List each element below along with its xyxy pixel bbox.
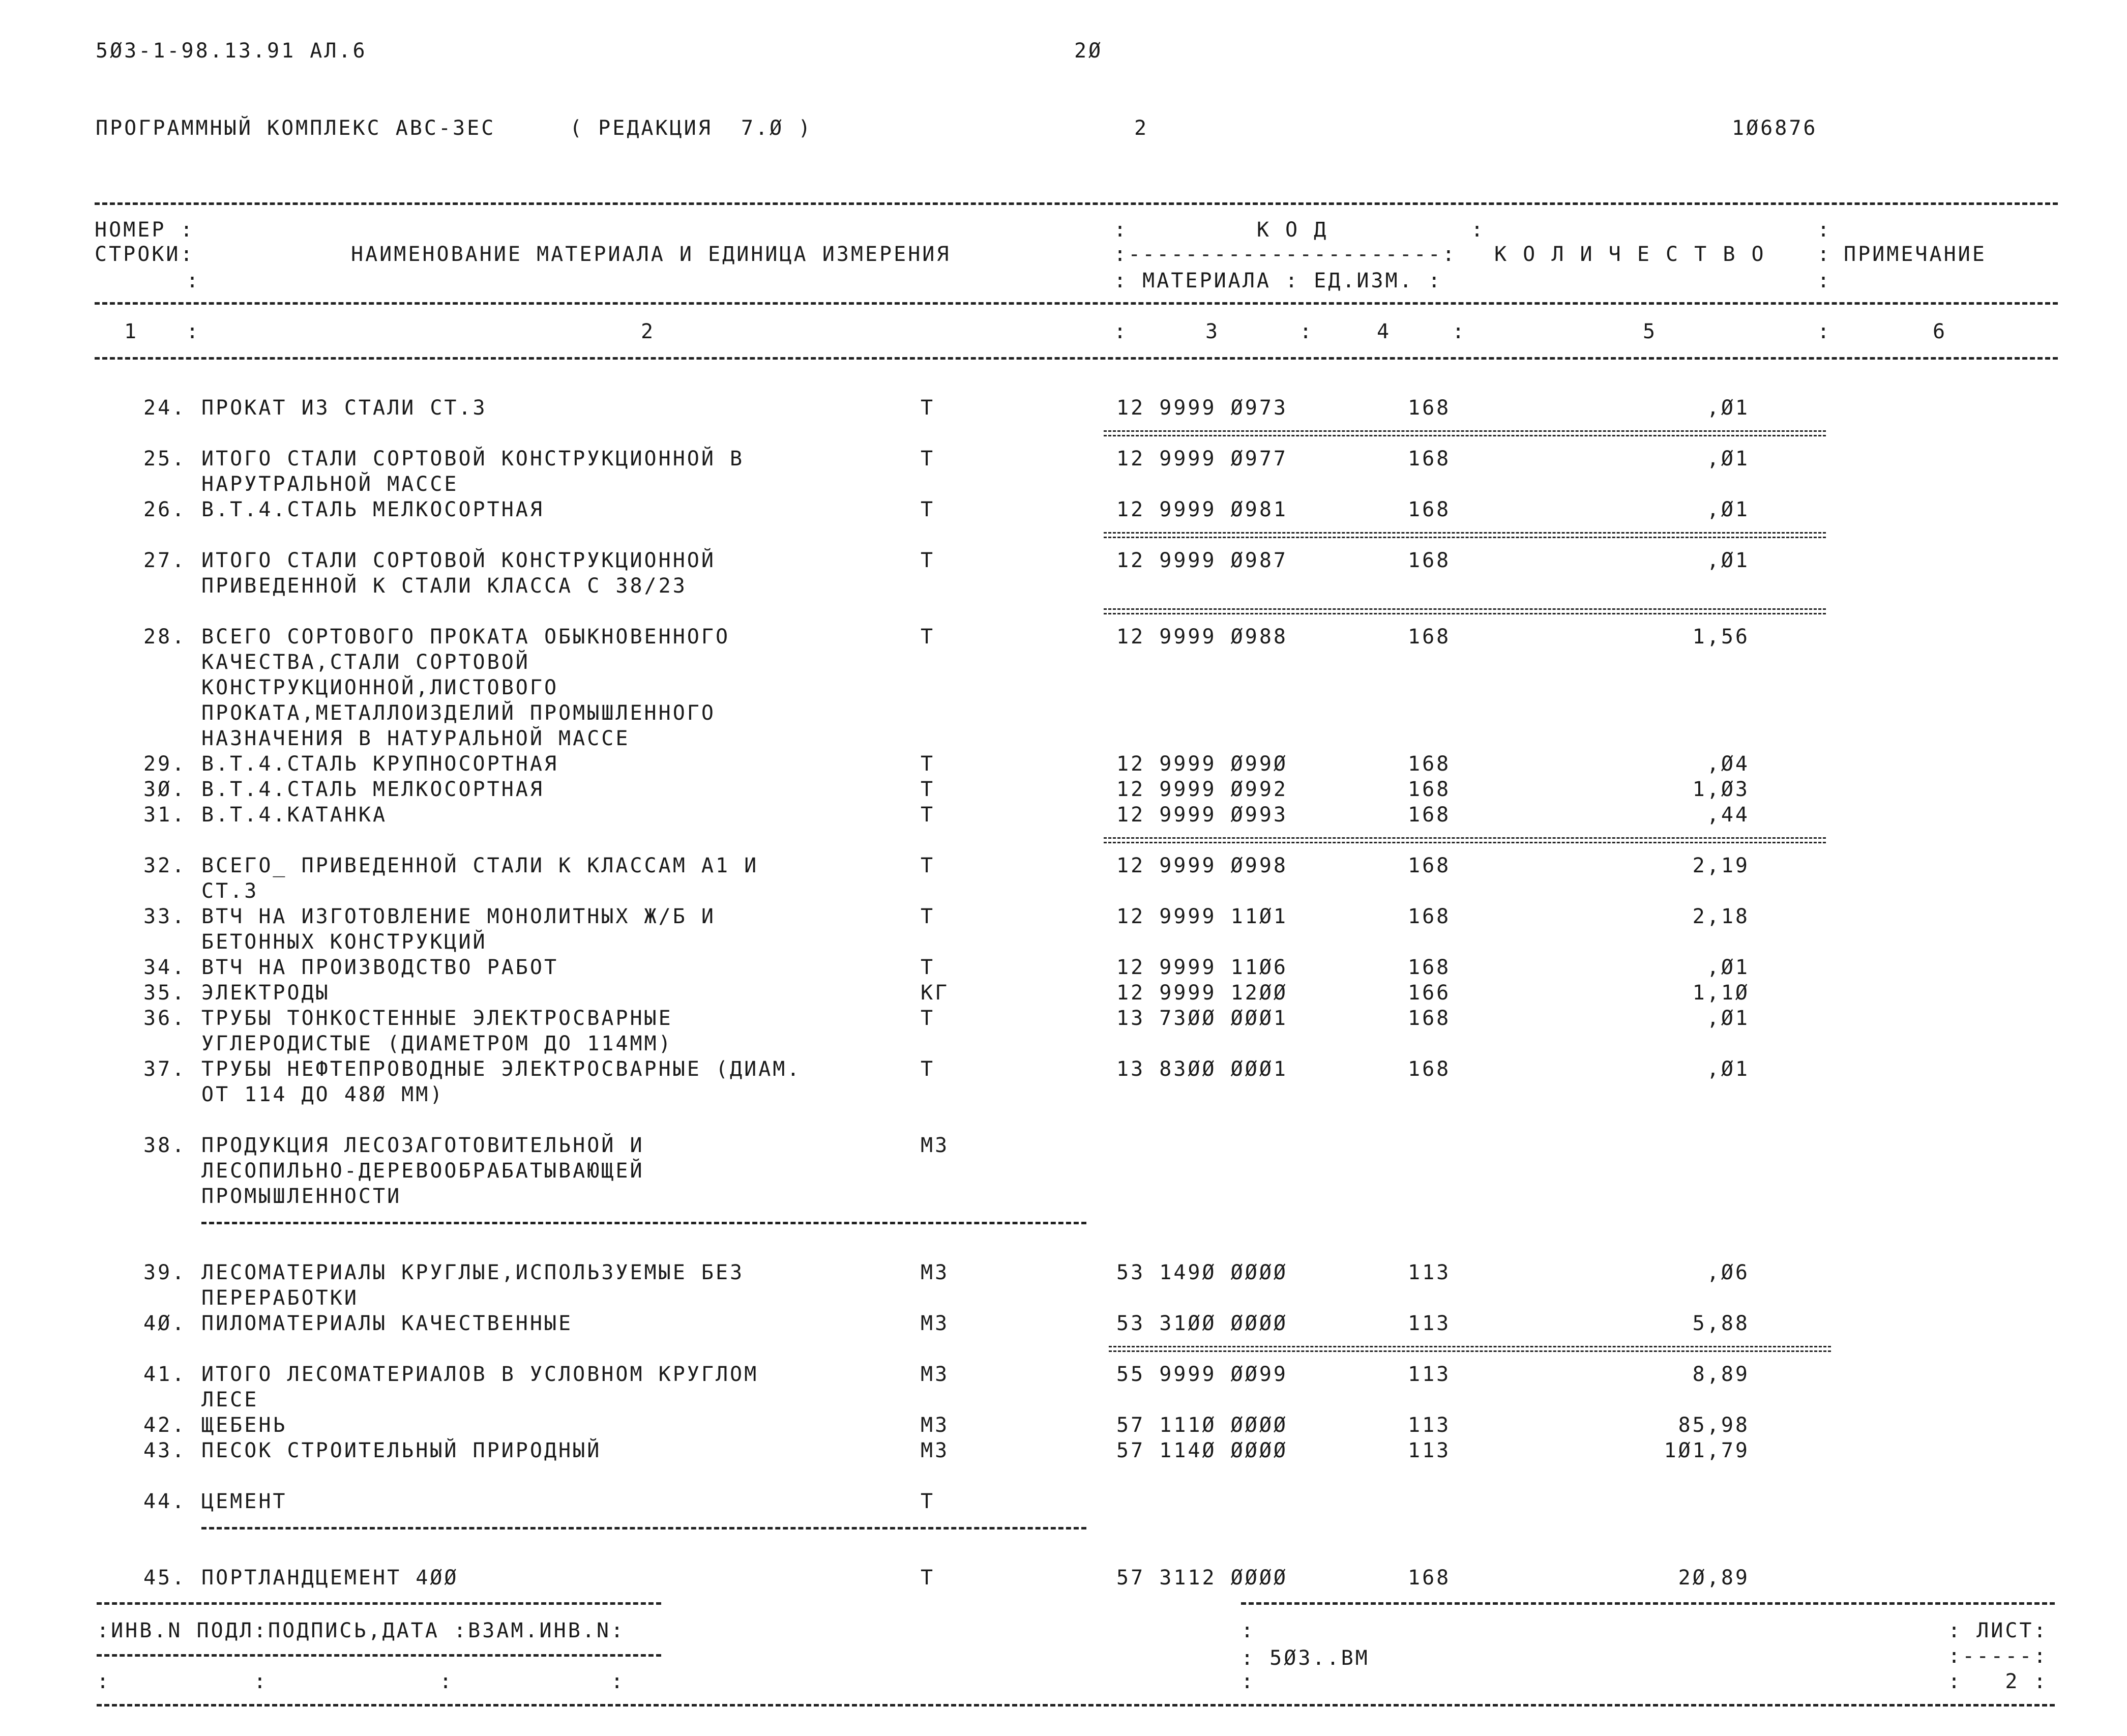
row-name: В.Т.4.СТАЛЬ КРУПНОСОРТНАЯ bbox=[201, 752, 559, 776]
colnum-4: 4 bbox=[1377, 320, 1392, 343]
row-number: 28. bbox=[143, 625, 187, 649]
row-code: 57 114Ø ØØØØ bbox=[1116, 1439, 1288, 1462]
row-qty: 1Ø1,79 bbox=[1664, 1439, 1750, 1462]
row-code: 12 9999 Ø977 bbox=[1116, 447, 1288, 470]
row-name: ЛЕСОМАТЕРИАЛЫ КРУГЛЫЕ,ИСПОЛЬЗУЕМЫЕ БЕЗ ПЕРЕРАБОТКИ bbox=[201, 1261, 745, 1310]
row-code: 53 31ØØ ØØØØ bbox=[1116, 1312, 1288, 1335]
row-number: 29. bbox=[143, 752, 187, 776]
row-ed: 168 bbox=[1408, 778, 1451, 801]
row-name: В.Т.4.СТАЛЬ МЕЛКОСОРТНАЯ bbox=[201, 498, 544, 521]
row-ed: 113 bbox=[1408, 1363, 1451, 1386]
row-unit: Т bbox=[921, 752, 935, 776]
row-code: 12 9999 11Ø6 bbox=[1116, 956, 1288, 979]
row-qty: 85,98 bbox=[1678, 1414, 1750, 1437]
row-number: 38. bbox=[143, 1134, 187, 1157]
row-qty: ,Ø1 bbox=[1706, 1057, 1750, 1081]
stamp-header: :ИНВ.N ПОДЛ:ПОДПИСЬ,ДАТА :ВЗАМ.ИНВ.N: bbox=[97, 1619, 626, 1642]
row-qty: 2,18 bbox=[1692, 905, 1750, 928]
row-name: ВТЧ НА ИЗГОТОВЛЕНИЕ МОНОЛИТНЫХ Ж/Б И БЕТОННЫХ КОНСТРУКЦИЙ bbox=[201, 905, 716, 954]
colnum-sep: : bbox=[186, 320, 201, 343]
rule bbox=[1241, 1602, 2055, 1605]
row-code: 57 111Ø ØØØØ bbox=[1116, 1414, 1288, 1437]
row-name: ВТЧ НА ПРОИЗВОДСТВО РАБОТ bbox=[201, 956, 559, 979]
row-name: ПОРТЛАНДЦЕМЕНТ 4ØØ bbox=[201, 1566, 459, 1590]
row-number: 24. bbox=[143, 396, 187, 420]
row-unit: Т bbox=[921, 625, 935, 649]
doc-mark-bot: : bbox=[1241, 1670, 1256, 1693]
row-ed: 168 bbox=[1408, 1007, 1451, 1030]
row-number: 35. bbox=[143, 981, 187, 1005]
row-number: 3Ø. bbox=[143, 778, 187, 801]
row-code: 57 3112 ØØØØ bbox=[1116, 1566, 1288, 1590]
rule bbox=[95, 357, 2058, 360]
row-number: 26. bbox=[143, 498, 187, 521]
row-number: 33. bbox=[143, 905, 187, 928]
hdr-col2: НАИМЕНОВАНИЕ МАТЕРИАЛА И ЕДИНИЦА ИЗМЕРЕНИЯ bbox=[351, 243, 951, 266]
row-qty: ,Ø1 bbox=[1706, 956, 1750, 979]
row-name: ТРУБЫ ТОНКОСТЕННЫЕ ЭЛЕКТРОСВАРНЫЕ УГЛЕРОДИСТЫЕ (ДИАМЕТРОМ ДО 114ММ) bbox=[201, 1007, 673, 1055]
row-name: ТРУБЫ НЕФТЕПРОВОДНЫЕ ЭЛЕКТРОСВАРНЫЕ (ДИАМ. ОТ 114 ДО 48Ø ММ) bbox=[201, 1057, 802, 1106]
colnum-5: 5 bbox=[1643, 320, 1658, 343]
hdr-code-line3: : МАТЕРИАЛА : ЕД.ИЗМ. : bbox=[1114, 269, 1442, 292]
program-title: ПРОГРАММНЫЙ КОМПЛЕКС АВС-3ЕС bbox=[96, 116, 496, 140]
double-rule bbox=[1104, 430, 1826, 436]
row-ed: 168 bbox=[1408, 956, 1451, 979]
row-number: 27. bbox=[143, 549, 187, 572]
colnum-sep: : bbox=[1452, 320, 1467, 343]
row-code: 53 149Ø ØØØØ bbox=[1116, 1261, 1288, 1284]
row-unit: Т bbox=[921, 778, 935, 801]
row-qty: 2,19 bbox=[1692, 854, 1750, 877]
row-unit: КГ bbox=[921, 981, 950, 1005]
row-number: 44. bbox=[143, 1490, 187, 1513]
row-name: ЩЕБЕНЬ bbox=[201, 1414, 287, 1437]
row-qty: 1,56 bbox=[1692, 625, 1750, 649]
row-unit: Т bbox=[921, 396, 935, 420]
row-ed: 168 bbox=[1408, 396, 1451, 420]
row-code: 12 9999 Ø981 bbox=[1116, 498, 1288, 521]
row-code: 12 9999 11Ø1 bbox=[1116, 905, 1288, 928]
rule bbox=[95, 202, 2058, 205]
row-qty: ,Ø4 bbox=[1706, 752, 1750, 776]
row-name: ИТОГО СТАЛИ СОРТОВОЙ КОНСТРУКЦИОННОЙ ПРИВЕДЕННОЙ К СТАЛИ КЛАССА С 38/23 bbox=[201, 549, 716, 598]
rule bbox=[95, 302, 2058, 305]
row-name: В.Т.4.СТАЛЬ МЕЛКОСОРТНАЯ bbox=[201, 778, 544, 801]
row-name: ПЕСОК СТРОИТЕЛЬНЫЙ ПРИРОДНЫЙ bbox=[201, 1439, 602, 1462]
row-unit: Т bbox=[921, 447, 935, 470]
row-ed: 168 bbox=[1408, 752, 1451, 776]
row-unit: Т bbox=[921, 498, 935, 521]
row-number: 25. bbox=[143, 447, 187, 470]
double-rule bbox=[1104, 608, 1826, 614]
hdr-note-sep1: : bbox=[1817, 218, 1832, 242]
row-qty: ,44 bbox=[1706, 803, 1750, 827]
row-code: 12 9999 Ø99Ø bbox=[1116, 752, 1288, 776]
rule bbox=[201, 1527, 1086, 1529]
row-code: 12 9999 12ØØ bbox=[1116, 981, 1288, 1005]
row-ed: 168 bbox=[1408, 803, 1451, 827]
row-ed: 166 bbox=[1408, 981, 1451, 1005]
row-qty: ,Ø1 bbox=[1706, 549, 1750, 572]
row-number: 36. bbox=[143, 1007, 187, 1030]
double-rule bbox=[1104, 532, 1826, 538]
colnum-sep: : bbox=[1299, 320, 1314, 343]
row-unit: М3 bbox=[921, 1261, 950, 1284]
doc-id: 1Ø6876 bbox=[1732, 116, 1818, 140]
row-number: 32. bbox=[143, 854, 187, 877]
row-code: 55 9999 ØØ99 bbox=[1116, 1363, 1288, 1386]
row-qty: 1,Ø3 bbox=[1692, 778, 1750, 801]
row-name: ИТОГО СТАЛИ СОРТОВОЙ КОНСТРУКЦИОННОЙ В НАРУТРАЛЬНОЙ МАССЕ bbox=[201, 447, 745, 496]
rule bbox=[97, 1602, 661, 1605]
row-number: 41. bbox=[143, 1363, 187, 1386]
row-qty: ,Ø1 bbox=[1706, 498, 1750, 521]
colnum-6: 6 bbox=[1933, 320, 1947, 343]
double-rule bbox=[1104, 837, 1826, 843]
stamp-empty: : : : : bbox=[97, 1670, 626, 1693]
sheet-sep: :-----: bbox=[1948, 1644, 2048, 1668]
hdr-code-line2: :----------------------: bbox=[1114, 243, 1457, 266]
row-ed: 168 bbox=[1408, 625, 1451, 649]
row-name: ЦЕМЕНТ bbox=[201, 1490, 287, 1513]
rule bbox=[97, 1654, 661, 1657]
page-number: 2Ø bbox=[1074, 39, 1103, 63]
row-unit: Т bbox=[921, 854, 935, 877]
rule bbox=[97, 1704, 2055, 1706]
row-code: 12 9999 Ø992 bbox=[1116, 778, 1288, 801]
doc-mark-top: : bbox=[1241, 1619, 1256, 1642]
row-number: 31. bbox=[143, 803, 187, 827]
hdr-col1-line1: НОМЕР : bbox=[95, 218, 195, 242]
colnum-3: 3 bbox=[1205, 320, 1220, 343]
colnum-1: 1 bbox=[124, 320, 139, 343]
row-ed: 168 bbox=[1408, 549, 1451, 572]
row-unit: М3 bbox=[921, 1414, 950, 1437]
row-ed: 113 bbox=[1408, 1414, 1451, 1437]
doc-mark: : 5Ø3..ВМ bbox=[1241, 1646, 1370, 1670]
hdr-note: ПРИМЕЧАНИЕ bbox=[1844, 243, 1987, 266]
row-code: 13 73ØØ ØØØ1 bbox=[1116, 1007, 1288, 1030]
hdr-col1-line3: : bbox=[186, 269, 201, 292]
row-name: ИТОГО ЛЕСОМАТЕРИАЛОВ В УСЛОВНОМ КРУГЛОМ ЛЕСЕ bbox=[201, 1363, 759, 1411]
row-number: 42. bbox=[143, 1414, 187, 1437]
row-code: 12 9999 Ø998 bbox=[1116, 854, 1288, 877]
sheet-label: : ЛИСТ: bbox=[1948, 1619, 2048, 1642]
row-qty: 2Ø,89 bbox=[1678, 1566, 1750, 1590]
row-qty: ,Ø1 bbox=[1706, 1007, 1750, 1030]
row-number: 34. bbox=[143, 956, 187, 979]
row-ed: 113 bbox=[1408, 1439, 1451, 1462]
row-qty: 5,88 bbox=[1692, 1312, 1750, 1335]
row-ed: 168 bbox=[1408, 905, 1451, 928]
row-ed: 168 bbox=[1408, 854, 1451, 877]
row-name: ПИЛОМАТЕРИАЛЫ КАЧЕСТВЕННЫЕ bbox=[201, 1312, 573, 1335]
hdr-col1-line2: СТРОКИ: bbox=[95, 243, 195, 266]
row-ed: 113 bbox=[1408, 1261, 1451, 1284]
colnum-sep: : bbox=[1114, 320, 1129, 343]
colnum-2: 2 bbox=[641, 320, 656, 343]
row-unit: Т bbox=[921, 1490, 935, 1513]
row-qty: 8,89 bbox=[1692, 1363, 1750, 1386]
sheet-mid: 2 bbox=[1134, 116, 1149, 140]
row-name: ВСЕГО СОРТОВОГО ПРОКАТА ОБЫКНОВЕННОГО КАЧЕСТВА,СТАЛИ СОРТОВОЙ КОНСТРУКЦИОННОЙ,ЛИСТОВОГО ПРОКАТА,МЕТАЛЛОИЗДЕЛИЙ ПРОМЫШЛЕННОГО НАЗНАЧЕНИЯ В НАТУРАЛЬНОЙ МАССЕ bbox=[201, 625, 730, 750]
row-code: 13 83ØØ ØØØ1 bbox=[1116, 1057, 1288, 1081]
row-ed: 168 bbox=[1408, 1566, 1451, 1590]
row-qty: ,Ø1 bbox=[1706, 447, 1750, 470]
row-code: 12 9999 Ø993 bbox=[1116, 803, 1288, 827]
hdr-qty: К О Л И Ч Е С Т В О bbox=[1494, 243, 1766, 266]
row-qty: ,Ø1 bbox=[1706, 396, 1750, 420]
row-unit: Т bbox=[921, 549, 935, 572]
row-unit: Т bbox=[921, 803, 935, 827]
row-number: 4Ø. bbox=[143, 1312, 187, 1335]
row-unit: Т bbox=[921, 1007, 935, 1030]
row-unit: М3 bbox=[921, 1134, 950, 1157]
doc-code: 5Ø3-1-98.13.91 АЛ.6 bbox=[96, 39, 367, 63]
row-ed: 168 bbox=[1408, 1057, 1451, 1081]
row-number: 43. bbox=[143, 1439, 187, 1462]
row-unit: Т bbox=[921, 1057, 935, 1081]
row-code: 12 9999 Ø987 bbox=[1116, 549, 1288, 572]
sheet-number: : 2 : bbox=[1948, 1670, 2048, 1693]
row-name: ВСЕГО_ ПРИВЕДЕННОЙ СТАЛИ К КЛАССАМ А1 И СТ.3 bbox=[201, 854, 759, 903]
row-unit: Т bbox=[921, 905, 935, 928]
row-ed: 168 bbox=[1408, 498, 1451, 521]
row-code: 12 9999 Ø973 bbox=[1116, 396, 1288, 420]
hdr-code-line1: : К О Д : bbox=[1114, 218, 1486, 242]
row-qty: 1,1Ø bbox=[1692, 981, 1750, 1005]
rule bbox=[201, 1222, 1086, 1224]
row-ed: 168 bbox=[1408, 447, 1451, 470]
row-number: 45. bbox=[143, 1566, 187, 1590]
double-rule bbox=[1109, 1346, 1831, 1352]
row-number: 39. bbox=[143, 1261, 187, 1284]
row-code: 12 9999 Ø988 bbox=[1116, 625, 1288, 649]
row-name: ПРОКАТ ИЗ СТАЛИ СТ.3 bbox=[201, 396, 487, 420]
hdr-note-sep2: : bbox=[1817, 269, 1832, 292]
program-edition: ( РЕДАКЦИЯ 7.Ø ) bbox=[570, 116, 813, 140]
row-qty: ,Ø6 bbox=[1706, 1261, 1750, 1284]
row-unit: Т bbox=[921, 1566, 935, 1590]
colnum-sep: : bbox=[1817, 320, 1832, 343]
row-unit: М3 bbox=[921, 1363, 950, 1386]
row-name: ЭЛЕКТРОДЫ bbox=[201, 981, 330, 1005]
hdr-qty-sep: : bbox=[1817, 243, 1832, 266]
row-unit: М3 bbox=[921, 1439, 950, 1462]
row-name: В.Т.4.КАТАНКА bbox=[201, 803, 388, 827]
row-number: 37. bbox=[143, 1057, 187, 1081]
row-unit: М3 bbox=[921, 1312, 950, 1335]
row-name: ПРОДУКЦИЯ ЛЕСОЗАГОТОВИТЕЛЬНОЙ И ЛЕСОПИЛЬНО-ДЕРЕВООБРАБАТЫВАЮЩЕЙ ПРОМЫШЛЕННОСТИ bbox=[201, 1134, 644, 1208]
row-unit: Т bbox=[921, 956, 935, 979]
row-ed: 113 bbox=[1408, 1312, 1451, 1335]
